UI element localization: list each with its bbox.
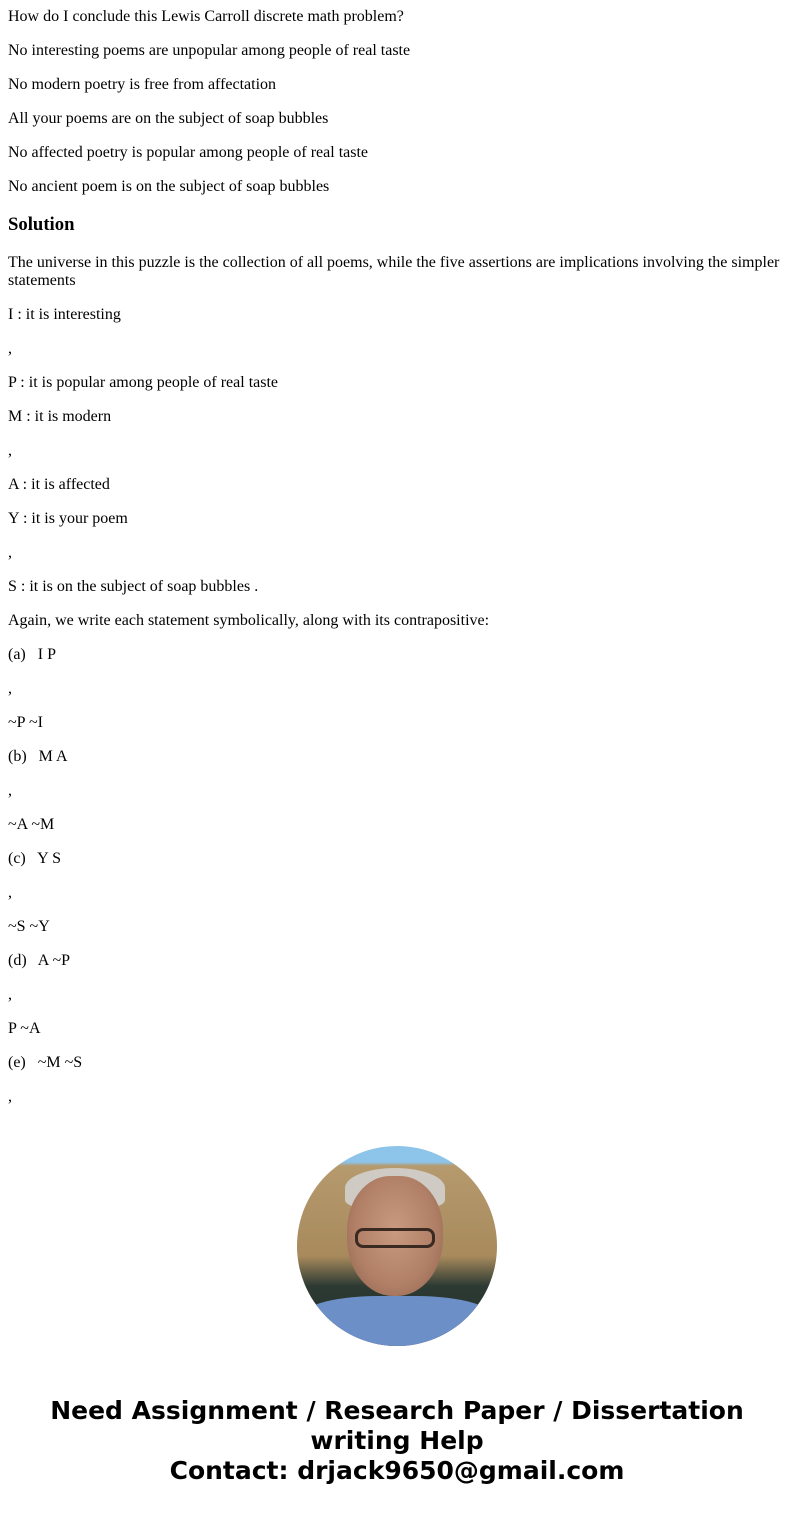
solution-line: (c) Y S xyxy=(8,850,62,867)
solution-line: ~A ~M xyxy=(8,816,55,833)
premise: No affected poetry is popular among people of real taste xyxy=(8,144,369,161)
solution-line: S : it is on the subject of soap bubbles . xyxy=(8,578,259,595)
solution-line: , xyxy=(8,782,12,799)
solution-line: , xyxy=(8,340,12,357)
solution-line: , xyxy=(8,1088,12,1105)
avatar xyxy=(297,1146,497,1346)
solution-line: , xyxy=(8,442,12,459)
solution-line: A : it is affected xyxy=(8,476,110,493)
solution-line: ~P ~I xyxy=(8,714,43,731)
solution-line: , xyxy=(8,884,12,901)
solution-line: I : it is interesting xyxy=(8,306,121,323)
footer-contact xyxy=(8,1396,786,1486)
solution-line: , xyxy=(8,680,12,697)
solution-line: P ~A xyxy=(8,1020,41,1037)
solution-line: ~S ~Y xyxy=(8,918,50,935)
premise: All your poems are on the subject of soap bubbles xyxy=(8,110,329,127)
solution-line: (b) M A xyxy=(8,748,68,765)
solution-line: , xyxy=(8,986,12,1003)
solution-intro: The universe in this puzzle is the collection of all poems, while the five assertions are implications involving the simpler statements xyxy=(8,254,780,289)
solution-line: (a) I P xyxy=(8,646,56,663)
solution-heading: Solution xyxy=(8,214,75,235)
solution-line: , xyxy=(8,544,12,561)
premise: No modern poetry is free from affectation xyxy=(8,76,277,93)
solution-line: P : it is popular among people of real taste xyxy=(8,374,279,391)
avatar-shirt xyxy=(297,1296,497,1346)
solution-lines xyxy=(8,306,786,1106)
avatar-glasses xyxy=(355,1228,435,1248)
premise: No ancient poem is on the subject of soap bubbles xyxy=(8,178,330,195)
footer-help-text: Need Assignment / Research Paper / Dissertation writing Help xyxy=(50,1396,744,1455)
solution-line: (e) ~M ~S xyxy=(8,1054,83,1071)
footer-contact-email: Contact: drjack9650@gmail.com xyxy=(169,1456,625,1485)
premise: No interesting poems are unpopular among people of real taste xyxy=(8,42,411,59)
solution-line: (d) A ~P xyxy=(8,952,70,969)
question-title: How do I conclude this Lewis Carroll discrete math problem? xyxy=(8,8,404,25)
solution-line: Y : it is your poem xyxy=(8,510,128,527)
avatar-container xyxy=(8,1146,786,1346)
solution-line: Again, we write each statement symbolically, along with its contrapositive: xyxy=(8,612,490,629)
solution-line: M : it is modern xyxy=(8,408,112,425)
